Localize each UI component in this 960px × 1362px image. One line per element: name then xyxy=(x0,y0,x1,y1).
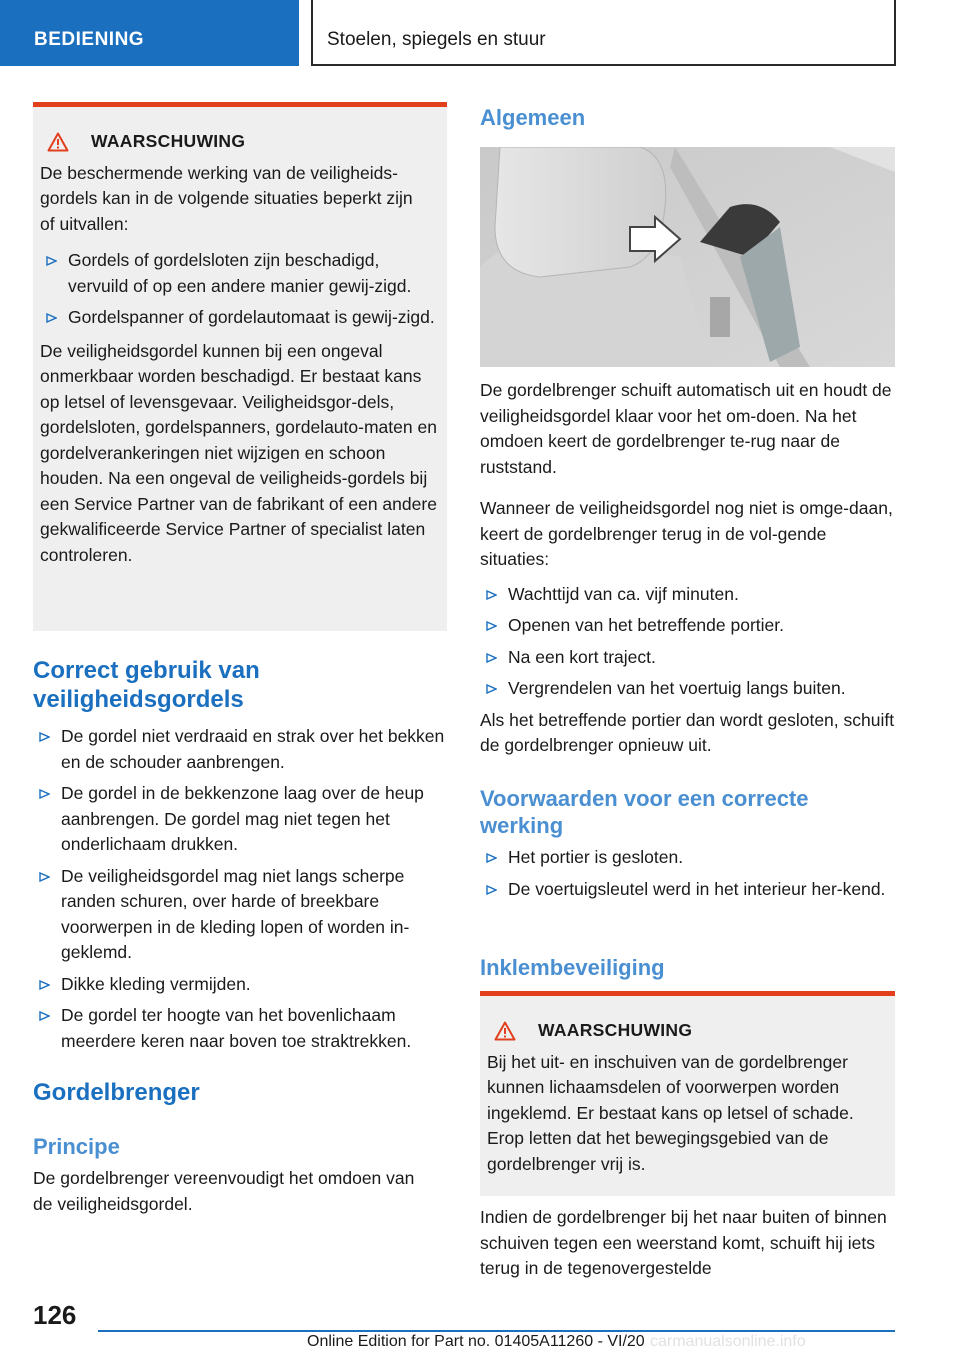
list-item: De gordel in de bekkenzone laag over de heup aanbrengen. De gordel mag niet tegen het onderlichaam drukken. xyxy=(33,781,447,858)
list-item: De gordel ter hoogte van het bovenlichaam meerdere keren naar boven toe straktrekken. xyxy=(33,1003,447,1054)
voorwaarden-list xyxy=(480,845,895,902)
list-item: Wachttijd van ca. vijf minuten. xyxy=(480,582,895,608)
warning-list xyxy=(40,248,435,331)
correct-use-heading: Correct gebruik van veiligheidsgordels xyxy=(33,657,260,713)
algemeen-paragraph-1: De gordelbrenger schuift automatisch uit en houdt de veiligheidsgordel klaar voor het om-doen. Na het omdoen keert de gordelbrenger te-rug naar de ruststand. xyxy=(480,380,892,477)
triangle-bullet-icon xyxy=(39,789,50,799)
warning-triangle-icon xyxy=(494,1021,516,1041)
header-divider-right xyxy=(894,0,896,66)
chapter-title: Stoelen, spiegels en stuur xyxy=(327,29,546,50)
list-item: Na een kort traject. xyxy=(480,645,895,671)
list-item: De gordel niet verdraaid en strak over het bekken en de schouder aanbrengen. xyxy=(33,724,447,775)
triangle-bullet-icon xyxy=(486,590,497,600)
header-divider-bottom xyxy=(311,64,896,66)
warning-box-pinch xyxy=(480,991,895,1196)
list-item: Gordels of gordelsloten zijn beschadigd, vervuild of op een andere manier gewij-zigd. xyxy=(40,248,435,299)
algemeen-list xyxy=(480,582,895,702)
triangle-bullet-icon xyxy=(39,1011,50,1021)
triangle-bullet-icon xyxy=(46,313,57,323)
list-item: Gordelspanner of gordelautomaat is gewij-zigd. xyxy=(40,305,435,331)
watermark-text: carmanualsonline.info xyxy=(650,1333,806,1350)
list-item: De voertuigsleutel werd in het interieur her-kend. xyxy=(480,877,895,903)
warning-triangle-icon xyxy=(47,132,69,152)
triangle-bullet-icon xyxy=(46,256,57,266)
footer-divider xyxy=(98,1330,895,1332)
triangle-bullet-icon xyxy=(486,684,497,694)
list-item: Dikke kleding vermijden. xyxy=(33,972,447,998)
inklem-text: Indien de gordelbrenger bij het naar buiten of binnen schuiven tegen een weerstand komt, schuift hij iets terug in de tegenovergestelde xyxy=(480,1207,887,1278)
list-item: Het portier is gesloten. xyxy=(480,845,895,871)
algemeen-paragraph-2: Wanneer de veiligheidsgordel nog niet is omge-daan, keert de gordelbrenger terug in de vol-gende situaties: xyxy=(480,498,893,569)
section-tab: BEDIENING xyxy=(0,0,299,66)
illustration-icon xyxy=(480,147,895,367)
warning-body: De veiligheidsgordel kunnen bij een ongeval onmerkbaar worden beschadigd. Er bestaat kans op letsel of levensgevaar. Veiligheidsgor-dels, gordelsloten, gordelspanners, gordelauto-maten en gordelverankeringen niet wijzigen en schoon houden. Na een ongeval de veiligheids-gordels bij een Service Partner van de fabrikant of een andere gekwalificeerde Service Partner of specialist laten controleren. xyxy=(40,340,437,565)
voorwaarden-heading: Voorwaarden voor een correcte werking xyxy=(480,786,809,838)
principe-text: De gordelbrenger vereenvoudigt het omdoen van de veiligheidsgordel. xyxy=(33,1168,415,1214)
inklembeveiliging-heading: Inklembeveiliging xyxy=(480,955,665,980)
page-header xyxy=(0,0,960,66)
list-item: Openen van het betreffende portier. xyxy=(480,613,895,639)
triangle-bullet-icon xyxy=(39,872,50,882)
triangle-bullet-icon xyxy=(486,653,497,663)
algemeen-paragraph-3: Als het betreffende portier dan wordt gesloten, schuift de gordelbrenger opnieuw uit. xyxy=(480,709,895,755)
warning-body: Bij het uit- en inschuiven van de gordelbrenger kunnen lichaamsdelen of voorwerpen worden ingeklemd. Er bestaat kans op letsel of schade. Erop letten dat het bewegingsgebied van de gordelbrenger vrij is. xyxy=(487,1051,854,1174)
triangle-bullet-icon xyxy=(486,853,497,863)
page-number: 126 xyxy=(33,1300,77,1330)
triangle-bullet-icon xyxy=(39,980,50,990)
triangle-bullet-icon xyxy=(486,885,497,895)
edition-text: Online Edition for Part no. 01405A11260 - VI/20 xyxy=(307,1333,645,1350)
warning-header xyxy=(40,129,439,155)
list-item: De veiligheidsgordel mag niet langs scherpe randen schuren, over harde of breekbare voorwerpen in de kleding lopen of worden in-geklemd. xyxy=(33,864,447,966)
triangle-bullet-icon xyxy=(486,621,497,631)
gordelbrenger-heading: Gordelbrenger xyxy=(33,1079,200,1106)
principe-heading: Principe xyxy=(33,1134,120,1159)
warning-header xyxy=(487,1018,887,1044)
header-divider-left xyxy=(311,0,313,66)
list-item: Vergrendelen van het voertuig langs buiten. xyxy=(480,676,895,702)
warning-title: WAARSCHUWING xyxy=(91,131,246,151)
algemeen-heading: Algemeen xyxy=(480,105,586,130)
warning-title: WAARSCHUWING xyxy=(538,1020,693,1040)
correct-use-list xyxy=(33,724,447,1054)
triangle-bullet-icon xyxy=(39,732,50,742)
warning-box-seatbelt xyxy=(33,102,447,631)
warning-intro: De beschermende werking van de veiligheids-gordels kan in de volgende situaties beperkt zijn of uitvallen: xyxy=(40,162,413,234)
seatbelt-presenter-illustration xyxy=(480,147,895,367)
